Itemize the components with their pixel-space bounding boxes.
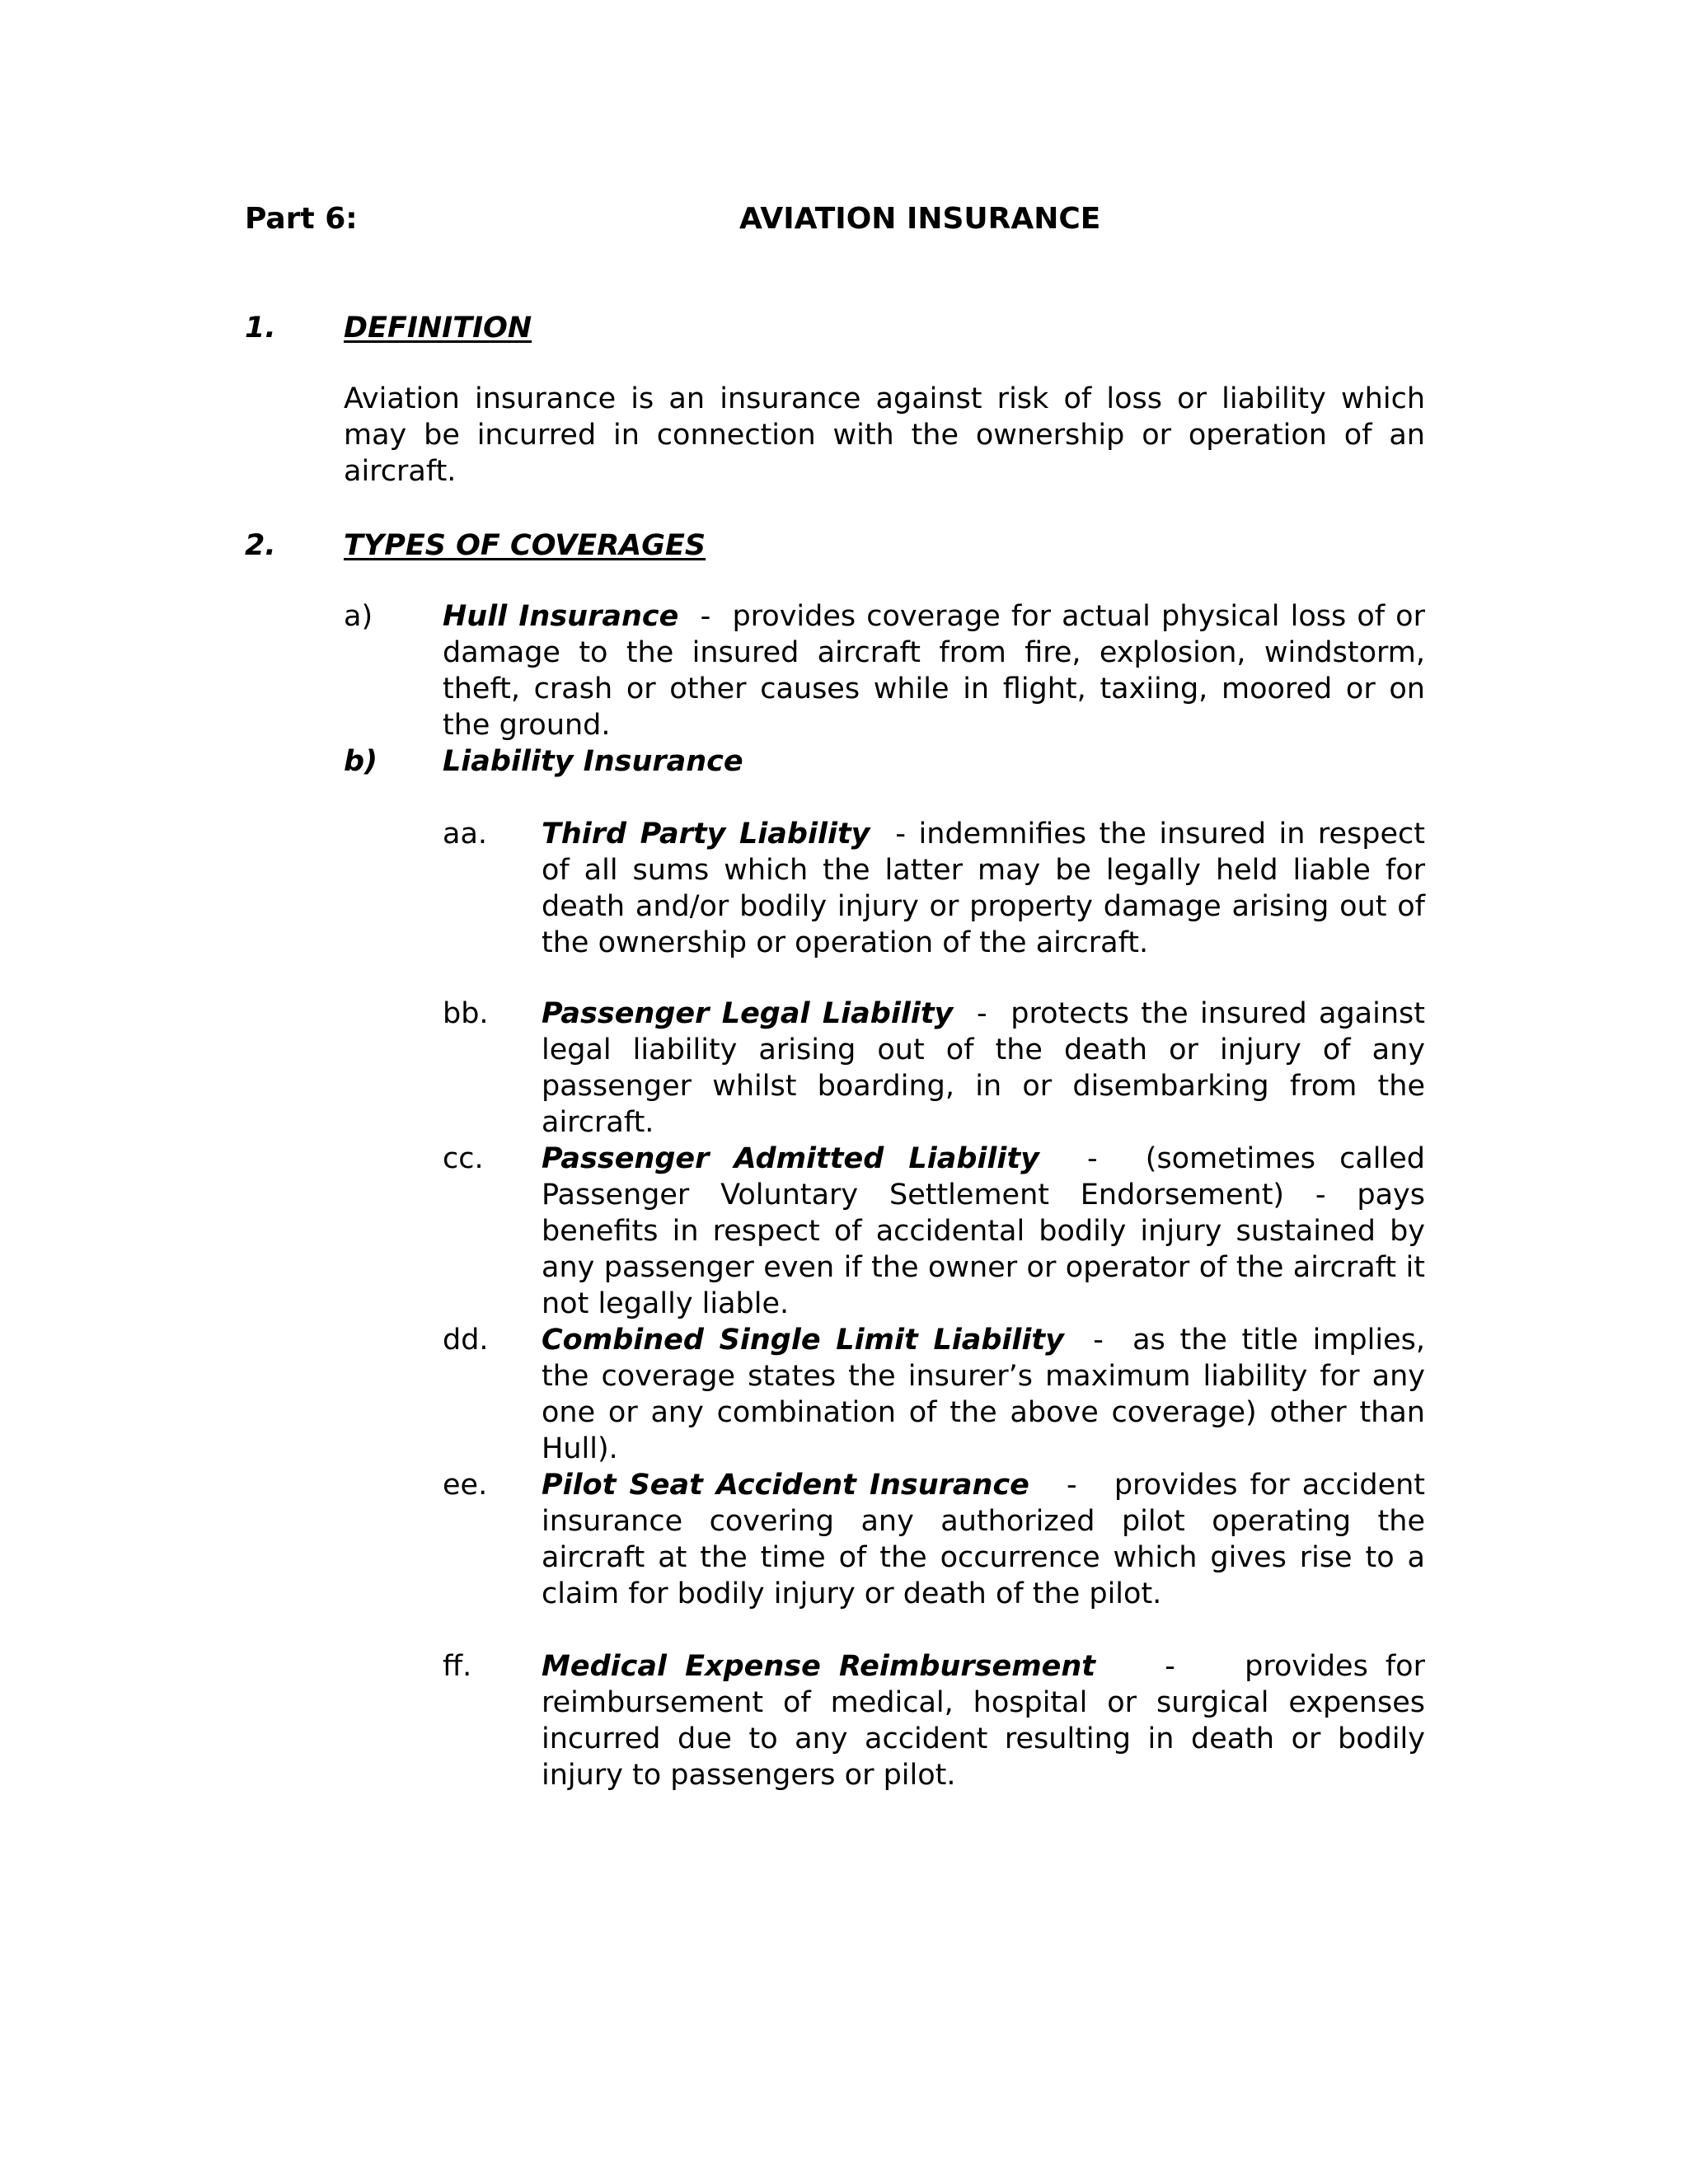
section-1-title: DEFINITION — [344, 312, 532, 344]
item-cc-description: (sometimes called Passenger Voluntary Settlement Endorsement) - pays benefits in respect of accidental bodily injury sustained by any passenger even if the owner or operator of the aircraft it not legally liable. — [542, 1142, 1425, 1320]
item-ee-label: ee. — [443, 1469, 488, 1502]
subsection-a-label: a) — [344, 600, 373, 633]
part-label: Part 6: — [245, 202, 358, 236]
subsection-b-heading: Liability Insurance — [443, 745, 743, 778]
item-ff-description: provides for reimbursement of medical, hospital or surgical expenses incurred due to any accident resulting in death or bodily injury to passengers or pilot. — [542, 1650, 1425, 1792]
item-aa-description: indemnifies the insured in respect of all sums which the latter may be legally held liable for death and/or bodily injury or property damage arising out of the ownership or operation of the aircraft. — [542, 818, 1425, 959]
section-2-title: TYPES OF COVERAGES — [344, 529, 706, 562]
item-cc-term: Passenger Admitted Liability — [542, 1142, 1039, 1175]
definition-paragraph: Aviation insurance is an insurance against risk of loss or liability which may be incurred in connection with the ownership or operation of an aircraft. — [344, 382, 1425, 488]
item-ff-label: ff. — [443, 1650, 472, 1683]
item-ff-text: Medical Expense Reimbursement - provides for reimbursement of medical, hospital or surgical expenses incurred due to any accident resulting in death or bodily injury to passengers or pilot. — [542, 1650, 1425, 1792]
item-aa-label: aa. — [443, 818, 488, 851]
item-dd-label: dd. — [443, 1324, 489, 1357]
hull-insurance-term: Hull Insurance — [443, 600, 679, 633]
item-ff-term: Medical Expense Reimbursement — [542, 1650, 1096, 1683]
item-bb-description: protects the insured against legal liability arising out of the death or injury of any passenger whilst boarding, in or disembarking from the aircraft. — [542, 997, 1425, 1139]
item-dd-text: Combined Single Limit Liability - as the title implies, the coverage states the insurer’s maximum liability for any one or any combination of the above coverage) other than Hull). — [542, 1324, 1425, 1465]
section-2-number: 2. — [245, 529, 276, 562]
section-1-number: 1. — [245, 312, 276, 344]
item-aa-term: Third Party Liability — [542, 818, 870, 851]
item-aa-text: Third Party Liability - indemnifies the insured in respect of all sums which the latter may be legally held liable for death and/or bodily injury or property damage arising out of the ownership or operation of the aircraft. — [542, 818, 1425, 959]
subsection-a-text: Hull Insurance - provides coverage for actual physical loss of or damage to the insured aircraft from fire, explosion, windstorm, theft, crash or other causes while in flight, taxiing, moored or on the ground. — [443, 600, 1425, 742]
item-ee-description: provides for accident insurance covering any authorized pilot operating the aircraft at the time of the occurrence which gives rise to a claim for bodily injury or death of the pilot. — [542, 1469, 1426, 1610]
hull-insurance-description: provides coverage for actual physical loss of or damage to the insured aircraft from fire, explosion, windstorm, theft, crash or other causes while in flight, taxiing, moored or on the ground. — [443, 600, 1425, 742]
item-dd-term: Combined Single Limit Liability — [542, 1324, 1064, 1357]
item-ee-term: Pilot Seat Accident Insurance — [542, 1469, 1029, 1502]
subsection-b-label: b) — [344, 745, 378, 778]
item-cc-label: cc. — [443, 1142, 484, 1175]
page-title: AVIATION INSURANCE — [739, 202, 1101, 236]
item-cc-text: Passenger Admitted Liability - (sometimes called Passenger Voluntary Settlement Endorsement) - pays benefits in respect of accidental bodily injury sustained by any passenger even if the owner or operator of the aircraft it not legally liable. — [542, 1142, 1425, 1320]
item-bb-label: bb. — [443, 997, 489, 1030]
item-bb-term: Passenger Legal Liability — [542, 997, 954, 1030]
item-dd-description: as the title implies, the coverage states the insurer’s maximum liability for any one or any combination of the above coverage) other than Hull). — [542, 1324, 1425, 1465]
item-ee-text: Pilot Seat Accident Insurance - provides for accident insurance covering any authorized pilot operating the aircraft at the time of the occurrence which gives rise to a claim for bodily injury or death of the pilot. — [542, 1469, 1426, 1610]
item-bb-text: Passenger Legal Liability - protects the insured against legal liability arising out of the death or injury of any passenger whilst boarding, in or disembarking from the aircraft. — [542, 997, 1425, 1139]
